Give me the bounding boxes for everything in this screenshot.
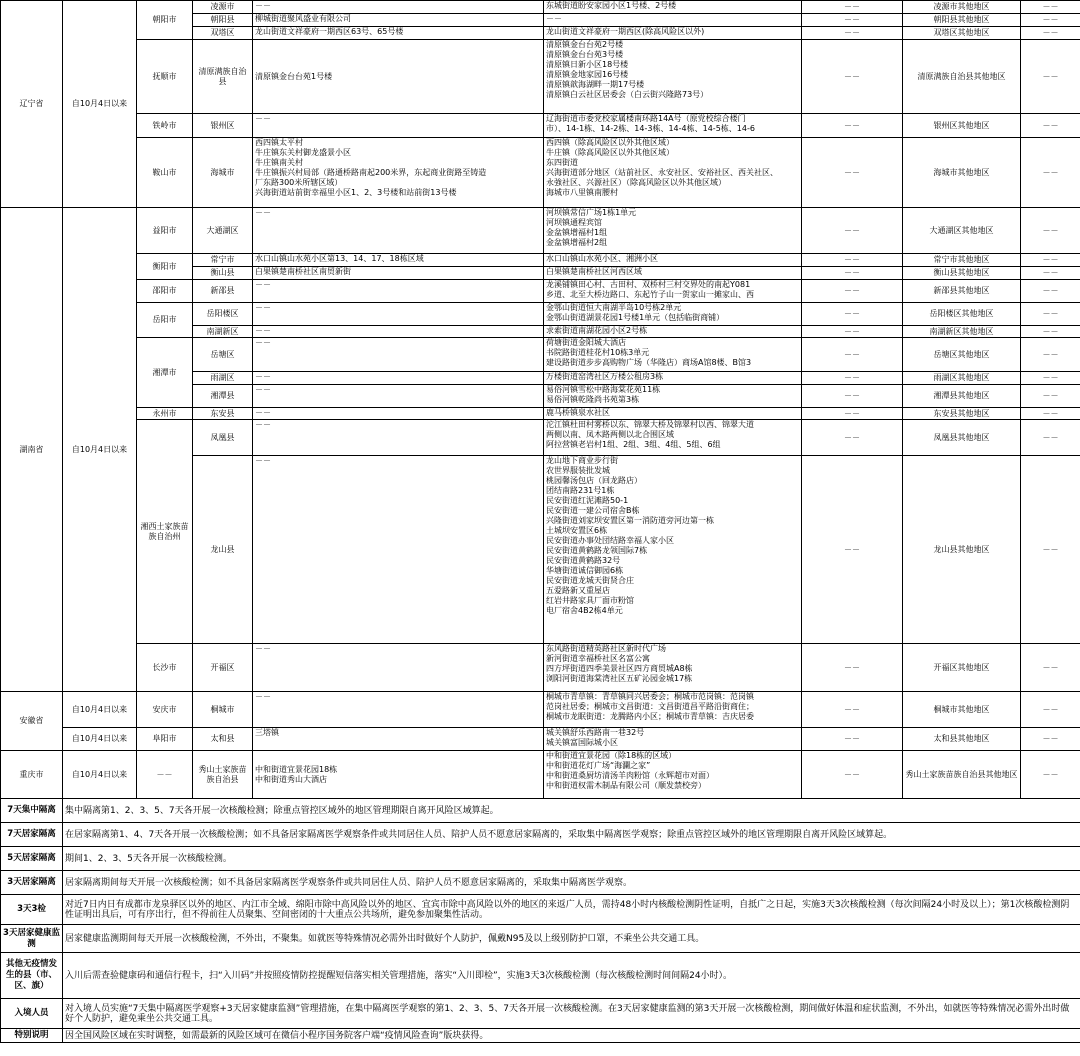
low-risk-cell: －－ — [802, 280, 903, 303]
mid-risk-cell: 城关镇舒乐西路南一巷32号 城关镇富国际城小区 — [544, 728, 802, 751]
district-cell: 银州区 — [193, 114, 253, 138]
high-risk-cell: －－ — [253, 338, 544, 372]
district-cell: 东安县 — [193, 408, 253, 420]
high-risk-cell: 中和街道宜景花园18栋 中和街道秀山大酒店 — [253, 751, 544, 799]
other-area-cell: 东安县其他地区 — [903, 408, 1021, 420]
extra-cell: －－ — [1021, 208, 1080, 254]
low-risk-cell: －－ — [802, 14, 903, 27]
other-area-cell: 清原满族自治县其他地区 — [903, 40, 1021, 114]
other-area-cell: 岳塘区其他地区 — [903, 338, 1021, 372]
other-area-cell: 开福区其他地区 — [903, 644, 1021, 692]
other-area-cell: 凤凰县其他地区 — [903, 420, 1021, 456]
province-cell: 辽宁省 — [1, 1, 63, 208]
mid-risk-cell: 中和街道宜景花园（除18栋的区域） 中和街道花灯广场“海瀾之家” 中和街道桑厨坊清汤羊肉粉馆（永辉超市对面） 中和街道权需木制品有限公司（顺发禁校旁） — [544, 751, 802, 799]
note-text: 在居家隔离第1、4、7天各开展一次核酸检测；如不具备居家隔离医学观察条件或共同居住人员、陪护人员不愿意居家隔离的，采取集中隔离医学观察；除重点管控区域外的地区管理期限自离开风险区域算起。 — [63, 823, 1080, 847]
other-area-cell: 大通湖区其他地区 — [903, 208, 1021, 254]
low-risk-cell: －－ — [802, 208, 903, 254]
period-cell: 自10月4日以来 — [63, 1, 137, 208]
note-text: 入川后需查验健康码和通信行程卡，扫“入川码”并按照疫情防控提醒短信落实相关管理措施，落实“入川即检”，实施3天3次核酸检测（每次核酸检测时间间隔24小时）。 — [63, 953, 1080, 999]
high-risk-cell: －－ — [253, 208, 544, 254]
low-risk-cell: －－ — [802, 728, 903, 751]
city-cell: 铁岭市 — [137, 114, 193, 138]
district-cell: 衡山县 — [193, 267, 253, 280]
extra-cell: －－ — [1021, 303, 1080, 326]
district-cell: 开福区 — [193, 644, 253, 692]
mid-risk-cell: 河坝镇常信广场1栋1单元 河坝镇通程宾馆 金盆镇增福村1组 金盆镇增福村2组 — [544, 208, 802, 254]
district-cell: 海城市 — [193, 138, 253, 208]
extra-cell: －－ — [1021, 27, 1080, 40]
mid-risk-cell: －－ — [544, 14, 802, 27]
district-cell: 雨湖区 — [193, 372, 253, 385]
district-cell: 南湖新区 — [193, 326, 253, 338]
extra-cell: －－ — [1021, 338, 1080, 372]
note-text: 因全国风险区域在实时调整，如需最新的风险区域可在微信小程序国务院客户端“疫情风险查询”版块获得。 — [63, 1029, 1080, 1043]
other-area-cell: 岳阳楼区其他地区 — [903, 303, 1021, 326]
province-cell: 安徽省 — [1, 692, 63, 751]
district-cell: 凌源市 — [193, 1, 253, 14]
province-cell: 重庆市 — [1, 751, 63, 799]
extra-cell: －－ — [1021, 40, 1080, 114]
low-risk-cell: －－ — [802, 326, 903, 338]
period-cell: 自10月4日以来 — [63, 692, 137, 728]
city-cell: 岳阳市 — [137, 303, 193, 338]
district-cell: 常宁市 — [193, 254, 253, 267]
high-risk-cell: －－ — [253, 303, 544, 326]
city-cell: 阜阳市 — [137, 728, 193, 751]
note-text: 集中隔离第1、2、3、5、7天各开展一次核酸检测；除重点管控区域外的地区管理期限自离开风险区域算起。 — [63, 799, 1080, 823]
note-text: 居家隔离期间每天开展一次核酸检测；如不具备居家隔离医学观察条件或共同居住人员、陪护人员不愿意居家隔离的，采取集中隔离医学观察。 — [63, 871, 1080, 895]
district-cell: 朝阳县 — [193, 14, 253, 27]
other-area-cell: 常宁市其他地区 — [903, 254, 1021, 267]
district-cell: 太和县 — [193, 728, 253, 751]
low-risk-cell: －－ — [802, 1, 903, 14]
high-risk-cell: －－ — [253, 326, 544, 338]
note-text: 居家健康监测期间每天开展一次核酸检测，不外出，不聚集。如就医等特殊情况必需外出时做好个人防护，佩戴N95及以上级别防护口罩，不乘坐公共交通工具。 — [63, 925, 1080, 953]
mid-risk-cell: 东城街道盼安家园小区1号楼、2号楼 — [544, 1, 802, 14]
extra-cell: －－ — [1021, 138, 1080, 208]
mid-risk-cell: 西四镇（除高风险区以外其他区域） 牛庄镇（除高风险区以外其他区域） 东四街道 兴海街道部分地区（站前社区、永安社区、安裕社区、西关社区、 永強社区、兴源社区）（除高风险区以外其他区域） 海城市八里镇南腰村 — [544, 138, 802, 208]
extra-cell: －－ — [1021, 408, 1080, 420]
mid-risk-cell: 辽海街道市委党校家属楼南环路14A号（原党校综合楼门 市）、14-1栋、14-2栋、14-3栋、14-4栋、14-5栋、14-6 — [544, 114, 802, 138]
high-risk-cell: －－ — [253, 644, 544, 692]
low-risk-cell: －－ — [802, 40, 903, 114]
district-cell: 湘潭县 — [193, 385, 253, 408]
high-risk-cell: 水口山镇山水苑小区第13、14、17、18栋区域 — [253, 254, 544, 267]
city-cell: －－ — [137, 751, 193, 799]
low-risk-cell: －－ — [802, 385, 903, 408]
extra-cell: －－ — [1021, 326, 1080, 338]
low-risk-cell: －－ — [802, 751, 903, 799]
extra-cell: －－ — [1021, 644, 1080, 692]
high-risk-cell: 西四镇太平村 牛庄镇东关村御龙盛景小区 牛庄镇南关村 牛庄镇振兴村局部（路通桥路南起200米界，东起商业街路至铸造 厂东路300米所辖区域） 兴海街道站前街幸福里小区1、2、3号楼和站前街13号楼 — [253, 138, 544, 208]
high-risk-cell: 三塔镇 — [253, 728, 544, 751]
low-risk-cell: －－ — [802, 303, 903, 326]
note-text: 对近7日内日有成都市龙泉驿区以外的地区、内江市全域、绵阳市除中高风险以外的地区、宜宾市除中高风险以外的地区的来返广人员，需持48小时内核酸检测阴性证明，自抵广之日起，实施3天3次核酸检测（每次间隔24小时及以上）；第1次核酸检测阴性证明出具后，可有序出行，但不得前往人员聚集、空间密闭的十大重点公共场所，避免参加聚集性活动。 — [63, 895, 1080, 925]
mid-risk-cell: 求索街道南湖花园小区2号栋 — [544, 326, 802, 338]
district-cell: 岳塘区 — [193, 338, 253, 372]
extra-cell: －－ — [1021, 254, 1080, 267]
low-risk-cell: －－ — [802, 408, 903, 420]
low-risk-cell: －－ — [802, 267, 903, 280]
mid-risk-cell: 白果镇楚南桥社区河西区域 — [544, 267, 802, 280]
city-cell: 永州市 — [137, 408, 193, 420]
extra-cell: －－ — [1021, 728, 1080, 751]
other-area-cell: 双塔区其他地区 — [903, 27, 1021, 40]
low-risk-cell: －－ — [802, 456, 903, 644]
low-risk-cell: －－ — [802, 420, 903, 456]
other-area-cell: 桐城市其他地区 — [903, 692, 1021, 728]
other-area-cell: 朝阳县其他地区 — [903, 14, 1021, 27]
other-area-cell: 银州区其他地区 — [903, 114, 1021, 138]
other-area-cell: 新邵县其他地区 — [903, 280, 1021, 303]
high-risk-cell: －－ — [253, 372, 544, 385]
high-risk-cell: －－ — [253, 1, 544, 14]
extra-cell: －－ — [1021, 1, 1080, 14]
mid-risk-cell: 金鄂山街道恒大南湖半岛10号栋2单元 金鄂山街道湖景花园1号楼1单元（包括临街商铺） — [544, 303, 802, 326]
note-text: 对入境人员实施“7天集中隔离医学观察+3天居家健康监测”管理措施，在集中隔离医学观察的第1、2、3、5、7天各开展一次核酸检测。在3天居家健康监测的第3天开展一次核酸检测，期间做好体温和症状监测，不外出，如就医等特殊情况必需外出时做好个人防护，避免乘坐公共交通工具。 — [63, 999, 1080, 1029]
high-risk-cell: －－ — [253, 385, 544, 408]
mid-risk-cell: 龙溪铺镇田心村、古田村、双桥村三村交界处的南起Y081 乡道、北至大桥边路口、东起竹子山一贺家山一摊家山、西 — [544, 280, 802, 303]
high-risk-cell: －－ — [253, 456, 544, 644]
district-cell: 龙山县 — [193, 456, 253, 644]
extra-cell: －－ — [1021, 385, 1080, 408]
mid-risk-cell: 清原镇金台台苑2号楼 清原镇金台台苑3号楼 清原镇日新小区18号楼 清原镇金地家园16号楼 清原镇歆海湖畔一期17号楼 清原镇白云社区居委会（白云街兴隆路73号） — [544, 40, 802, 114]
other-area-cell: 龙山县其他地区 — [903, 456, 1021, 644]
mid-risk-cell: 桐城市青草镇：青草镇同兴居委会；桐城市范岗镇：范岗镇 范岗社居委；桐城市文昌街道：文昌街道昌平路沿街商住； 桐城市龙眠街道：龙腾路内小区；桐城市青草镇：吉庆居委 — [544, 692, 802, 728]
extra-cell: －－ — [1021, 372, 1080, 385]
high-risk-cell: 龙山街道文祥豪府一期西区63号、65号楼 — [253, 27, 544, 40]
city-cell: 鞍山市 — [137, 138, 193, 208]
mid-risk-cell: 鹿马桥镇泉水社区 — [544, 408, 802, 420]
mid-risk-cell: 荷塘街道金阳城大酒店 书院路街道桂花村10栋3单元 建设路街道步步高购物广场（华隆店）商场A馆8楼、B馆3 — [544, 338, 802, 372]
low-risk-cell: －－ — [802, 27, 903, 40]
high-risk-cell: 清原镇金台台苑1号楼 — [253, 40, 544, 114]
note-label: 特别说明 — [1, 1029, 63, 1043]
other-area-cell: 衡山县其他地区 — [903, 267, 1021, 280]
other-area-cell: 南湖新区其他地区 — [903, 326, 1021, 338]
other-area-cell: 湘潭县其他地区 — [903, 385, 1021, 408]
city-cell: 湘西土家族苗族自治州 — [137, 420, 193, 644]
low-risk-cell: －－ — [802, 138, 903, 208]
note-label: 入境人员 — [1, 999, 63, 1029]
extra-cell: －－ — [1021, 751, 1080, 799]
city-cell: 邵阳市 — [137, 280, 193, 303]
other-area-cell: 太和县其他地区 — [903, 728, 1021, 751]
note-label: 5天居家隔离 — [1, 847, 63, 871]
high-risk-cell: －－ — [253, 280, 544, 303]
note-label: 其他无疫情发生的县（市、区、旗） — [1, 953, 63, 999]
low-risk-cell: －－ — [802, 338, 903, 372]
mid-risk-cell: 水口山镇山水苑小区、湘洲小区 — [544, 254, 802, 267]
extra-cell: －－ — [1021, 692, 1080, 728]
note-label: 3天居家隔离 — [1, 871, 63, 895]
low-risk-cell: －－ — [802, 644, 903, 692]
note-text: 期间1、2、3、5天各开展一次核酸检测。 — [63, 847, 1080, 871]
city-cell: 朝阳市 — [137, 1, 193, 40]
note-label: 7天居家隔离 — [1, 823, 63, 847]
mid-risk-cell: 东风路街道精英路社区新时代广场 新河街道幸福桥社区名富公寓 四方坪街道四季美景社区四方商贸城A8栋 浏阳河街道海棠湾社区五矿沁园金城17栋 — [544, 644, 802, 692]
other-area-cell: 秀山土家族苗族自治县其他地区 — [903, 751, 1021, 799]
extra-cell: －－ — [1021, 14, 1080, 27]
period-cell: 自10月4日以来 — [63, 728, 137, 751]
period-cell: 自10月4日以来 — [63, 751, 137, 799]
high-risk-cell: 柳城街道聚风盛业有限公司 — [253, 14, 544, 27]
city-cell: 益阳市 — [137, 208, 193, 254]
district-cell: 大通湖区 — [193, 208, 253, 254]
district-cell: 秀山土家族苗族自治县 — [193, 751, 253, 799]
other-area-cell: 雨湖区其他地区 — [903, 372, 1021, 385]
extra-cell: －－ — [1021, 456, 1080, 644]
extra-cell: －－ — [1021, 420, 1080, 456]
district-cell: 新邵县 — [193, 280, 253, 303]
district-cell: 清原满族自治县 — [193, 40, 253, 114]
city-cell: 衡阳市 — [137, 254, 193, 280]
high-risk-cell: －－ — [253, 408, 544, 420]
other-area-cell: 凌源市其他地区 — [903, 1, 1021, 14]
mid-risk-cell: 易俗河镇雪松中路海棠花苑11栋 易俗河镇乾隆尚书苑第3栋 — [544, 385, 802, 408]
note-label: 7天集中隔离 — [1, 799, 63, 823]
mid-risk-cell: 沱江镇杜田村雾桥以东、锦翠大桥及锦翠村以西、锦翠大道 两侧以南、凤木路两侧以北合围区域 阿拉营镇老岩村1组、2组、3组、4组、5组、6组 — [544, 420, 802, 456]
low-risk-cell: －－ — [802, 254, 903, 267]
note-label: 3天3检 — [1, 895, 63, 925]
district-cell: 桐城市 — [193, 692, 253, 728]
district-cell: 凤凰县 — [193, 420, 253, 456]
high-risk-cell: －－ — [253, 114, 544, 138]
note-label: 3天居家健康监测 — [1, 925, 63, 953]
low-risk-cell: －－ — [802, 692, 903, 728]
low-risk-cell: －－ — [802, 372, 903, 385]
high-risk-cell: －－ — [253, 692, 544, 728]
district-cell: 岳阳楼区 — [193, 303, 253, 326]
extra-cell: －－ — [1021, 114, 1080, 138]
high-risk-cell: －－ — [253, 420, 544, 456]
other-area-cell: 海城市其他地区 — [903, 138, 1021, 208]
extra-cell: －－ — [1021, 267, 1080, 280]
mid-risk-cell: 龙山街道文祥豪府一期西区(除高风险区以外) — [544, 27, 802, 40]
city-cell: 湘潭市 — [137, 338, 193, 408]
district-cell: 双塔区 — [193, 27, 253, 40]
province-cell: 湖南省 — [1, 208, 63, 692]
low-risk-cell: －－ — [802, 114, 903, 138]
city-cell: 安庆市 — [137, 692, 193, 728]
high-risk-cell: 白果镇楚南桥社区南贸新街 — [253, 267, 544, 280]
mid-risk-cell: 万楼街道窑湾社区万楼公租房3栋 — [544, 372, 802, 385]
city-cell: 抚顺市 — [137, 40, 193, 114]
mid-risk-cell: 龙山地下商业步行街 农世界服装批发城 桃园馨汤包店（回龙路店） 团结南路231号1栋 民安街道红泥滩路50-1 民安街道一建公司宿舍B栋 兴隆街道刘家坝安置区第一消防道旁河边第一栋 土城坝安置区6栋 民安街道办事处団结路幸福人家小区 民安街道黄鹤路龙领国际7栋 民安街道黄鹤路32号 华塘街道诚信御园6栋 民安街道龙城天街贤合庄 五爱路新又重屋店 红岩井路家具厂面市粉馆 电厂宿舍4B2栋4单元 — [544, 456, 802, 644]
city-cell: 长沙市 — [137, 644, 193, 692]
extra-cell: －－ — [1021, 280, 1080, 303]
period-cell: 自10月4日以来 — [63, 208, 137, 692]
